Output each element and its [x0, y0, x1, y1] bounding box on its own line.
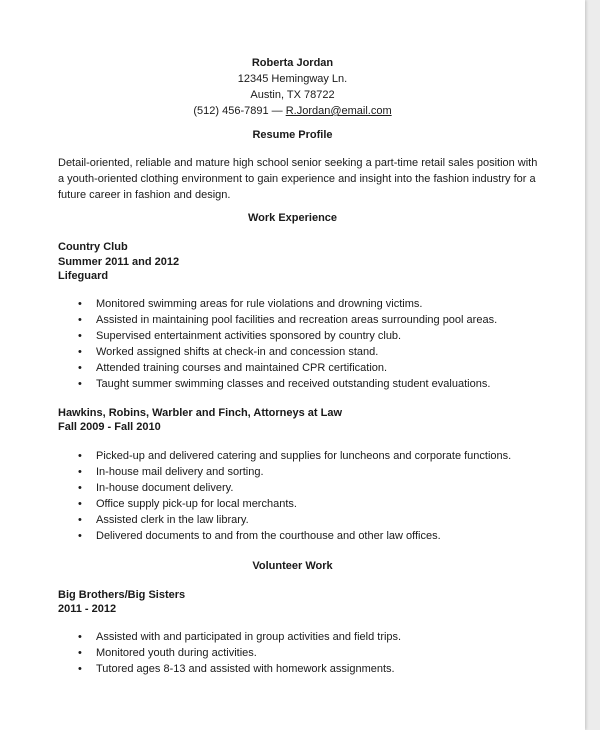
job-duties-list	[58, 296, 497, 392]
job-duties-list	[58, 448, 511, 544]
list-item: • Monitored youth during activities.	[78, 647, 257, 659]
list-item: • Assisted with and participated in group activities and field trips.	[78, 631, 402, 643]
job-role: Lifeguard	[58, 270, 109, 282]
bullet-icon: •	[78, 346, 82, 358]
bullet-icon: •	[78, 647, 82, 659]
list-item: • In-house mail delivery and sorting.	[78, 466, 264, 478]
volunteer-dates: 2011 - 2012	[58, 603, 117, 615]
bullet-icon: •	[78, 378, 82, 390]
list-item: • In-house document delivery.	[78, 482, 234, 494]
job-dates: Fall 2009 - Fall 2010	[58, 421, 161, 433]
list-item: • Assisted in maintaining pool facilities and recreation areas surrounding pool areas.	[78, 314, 498, 326]
address-street: 12345 Hemingway Ln.	[237, 73, 348, 85]
email-link[interactable]: R.Jordan@email.com	[285, 105, 392, 117]
bullet-icon: •	[78, 450, 82, 462]
applicant-name: Roberta Jordan	[251, 57, 334, 69]
volunteer-heading: Volunteer Work	[252, 560, 333, 572]
list-item: • Supervised entertainment activities sponsored by country club.	[78, 330, 402, 342]
list-item: • Office supply pick-up for local merchants.	[78, 498, 297, 510]
profile-text: Detail-oriented, reliable and mature high school senior seeking a part-time retail sales position with a youth-oriented clothing environment to gain experience and insight into the fashion industry for a future career in fashion and design.	[58, 157, 538, 201]
volunteer-org: Big Brothers/Big Sisters	[58, 589, 186, 601]
list-item: • Taught summer swimming classes and received outstanding student evaluations.	[78, 378, 491, 390]
bullet-icon: •	[78, 330, 82, 342]
list-item: • Delivered documents to and from the courthouse and other law offices.	[78, 530, 441, 542]
job-company: Country Club	[58, 241, 128, 253]
phone-number: (512) 456-7891 —	[193, 105, 283, 117]
job-dates: Summer 2011 and 2012	[58, 256, 180, 268]
bullet-icon: •	[78, 631, 82, 643]
bullet-icon: •	[78, 498, 82, 510]
work-experience-heading: Work Experience	[247, 212, 338, 224]
list-item: • Attended training courses and maintained CPR certification.	[78, 362, 388, 374]
list-item: • Tutored ages 8-13 and assisted with homework assignments.	[78, 663, 395, 675]
bullet-icon: •	[78, 362, 82, 374]
list-item: • Picked-up and delivered catering and supplies for luncheons and corporate functions.	[78, 450, 512, 462]
list-item: • Assisted clerk in the law library.	[78, 514, 249, 526]
bullet-icon: •	[78, 314, 82, 326]
bullet-icon: •	[78, 530, 82, 542]
contact-line	[0, 104, 585, 118]
bullet-icon: •	[78, 298, 82, 310]
profile-heading: Resume Profile	[252, 129, 333, 141]
bullet-icon: •	[78, 663, 82, 675]
bullet-icon: •	[78, 466, 82, 478]
address-city: Austin, TX 78722	[250, 89, 335, 101]
bullet-icon: •	[78, 514, 82, 526]
volunteer-duties-list	[58, 629, 401, 677]
list-item: • Worked assigned shifts at check-in and concession stand.	[78, 346, 379, 358]
bullet-icon: •	[78, 482, 82, 494]
list-item: • Monitored swimming areas for rule violations and drowning victims.	[78, 298, 423, 310]
job-company: Hawkins, Robins, Warbler and Finch, Attorneys at Law	[58, 407, 343, 419]
